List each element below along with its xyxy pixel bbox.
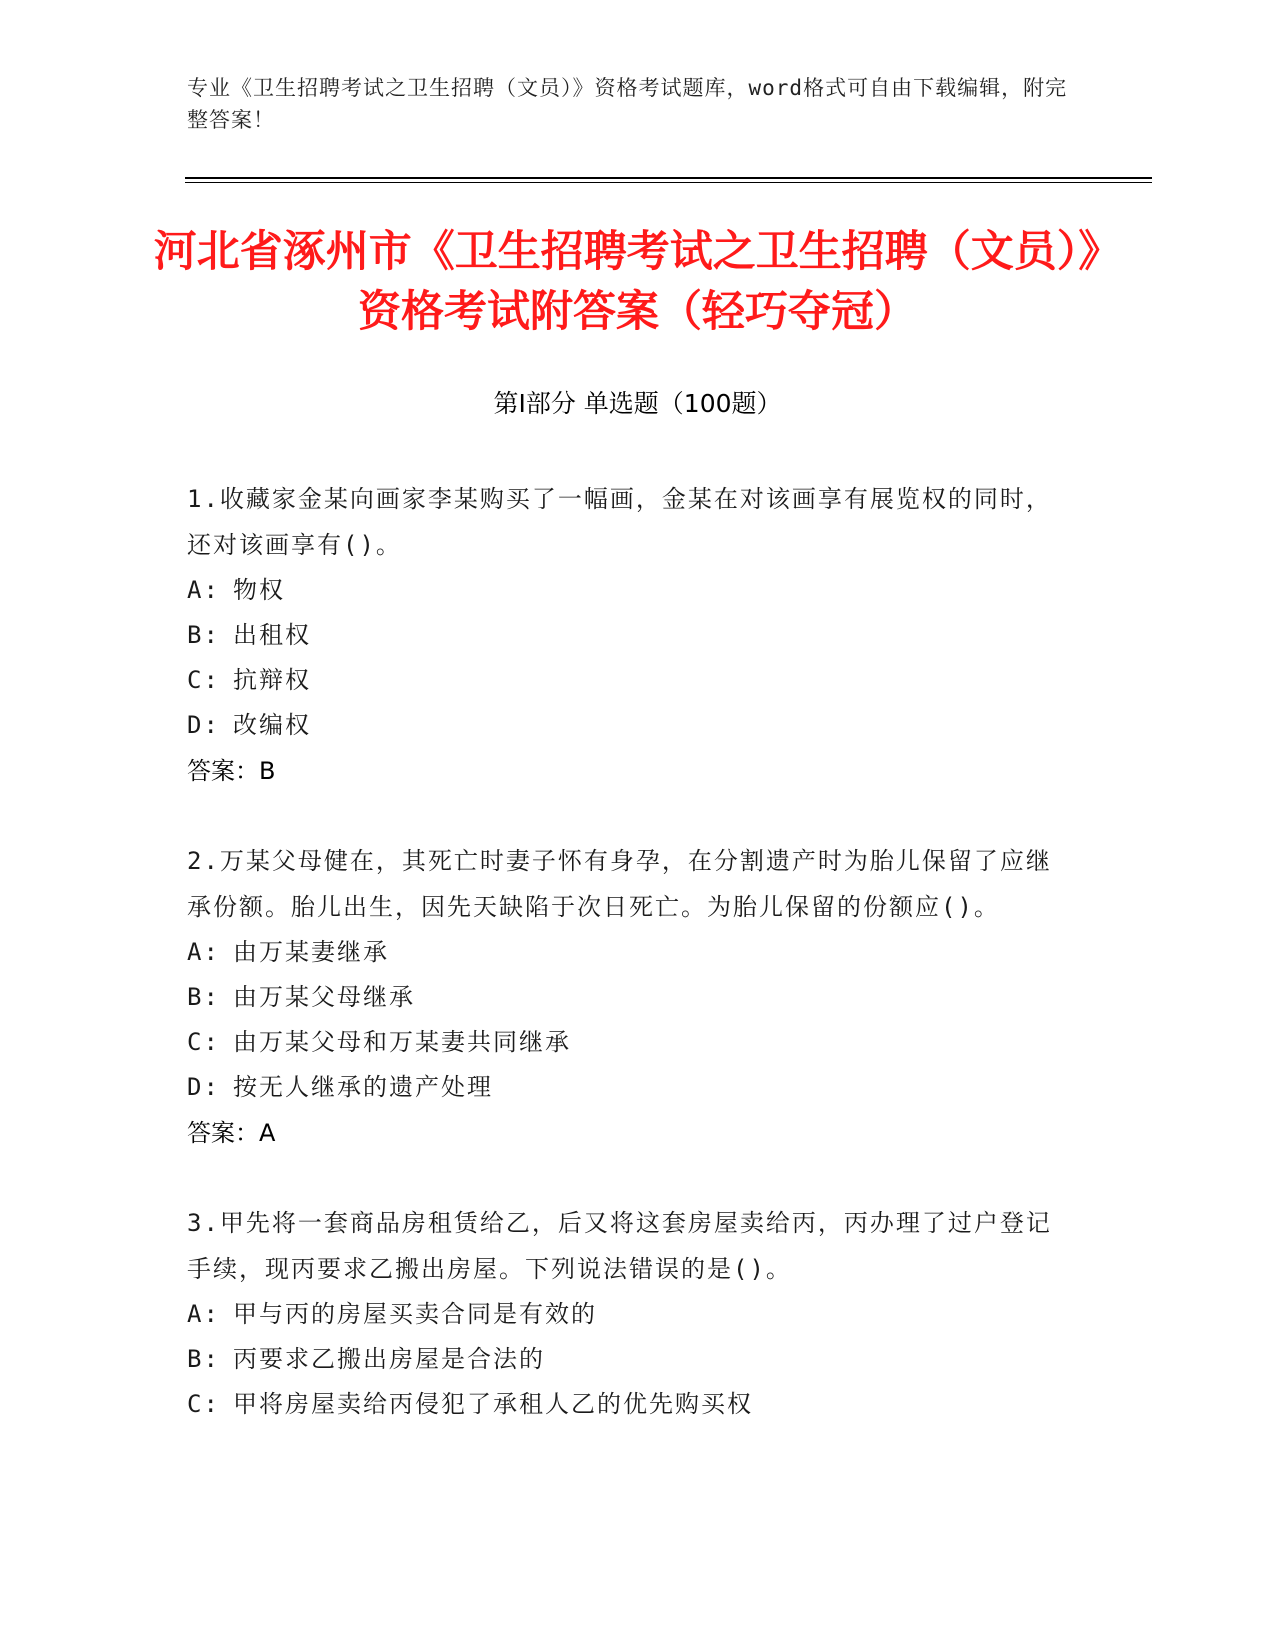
header-divider-thick: [185, 177, 1152, 179]
question-3: [187, 1200, 1067, 1427]
option-a: [187, 1292, 1067, 1337]
option-letter: A:: [187, 938, 220, 966]
question-stem: 1.收藏家金某向画家李某购买了一幅画，金某在对该画享有展览权的同时，还对该画享有()。: [187, 485, 1052, 559]
option-d: [187, 1065, 1067, 1110]
option-text: 出租权: [233, 621, 311, 649]
option-letter: B:: [187, 1345, 220, 1373]
option-letter: C:: [187, 1028, 220, 1056]
question-stem: 3.甲先将一套商品房租赁给乙，后又将这套房屋卖给丙，丙办理了过户登记手续，现丙要求乙搬出房屋。下列说法错误的是()。: [187, 1209, 1052, 1283]
option-letter: A:: [187, 576, 220, 604]
option-text: 由万某父母继承: [233, 983, 415, 1011]
option-a: [187, 930, 1067, 975]
option-text: 抗辩权: [233, 666, 311, 694]
question-1: [187, 476, 1067, 794]
option-d: [187, 703, 1067, 748]
option-b: [187, 975, 1067, 1020]
option-text: 按无人继承的遗产处理: [233, 1073, 493, 1101]
option-text: 甲与丙的房屋买卖合同是有效的: [233, 1300, 597, 1328]
option-letter: C:: [187, 666, 220, 694]
question-stem: 2.万某父母健在，其死亡时妻子怀有身孕，在分割遗产时为胎儿保留了应继承份额。胎儿出生，因先天缺陷于次日死亡。为胎儿保留的份额应()。: [187, 847, 1052, 921]
option-text: 丙要求乙搬出房屋是合法的: [233, 1345, 545, 1373]
document-title: 河北省涿州市《卫生招聘考试之卫生招聘（文员）》资格考试附答案（轻巧夺冠）: [153, 227, 1122, 337]
question-2: [187, 838, 1067, 1156]
answer-line: 答案：A: [187, 1119, 276, 1147]
header-divider-thin: [185, 182, 1152, 183]
option-letter: B:: [187, 983, 220, 1011]
option-text: 由万某妻继承: [233, 938, 389, 966]
option-text: 由万某父母和万某妻共同继承: [233, 1028, 571, 1056]
option-text: 甲将房屋卖给丙侵犯了承租人乙的优先购买权: [233, 1390, 753, 1418]
option-c: [187, 1382, 1067, 1427]
option-b: [187, 1337, 1067, 1382]
option-b: [187, 613, 1067, 658]
option-c: [187, 658, 1067, 703]
option-letter: A:: [187, 1300, 220, 1328]
option-letter: D:: [187, 1073, 220, 1101]
option-letter: C:: [187, 1390, 220, 1418]
header-note: 专业《卫生招聘考试之卫生招聘（文员）》资格考试题库，word格式可自由下载编辑，附完整答案！: [187, 76, 1068, 132]
option-text: 物权: [233, 576, 285, 604]
option-letter: D:: [187, 711, 220, 739]
answer-line: 答案：B: [187, 757, 276, 785]
option-text: 改编权: [233, 711, 311, 739]
option-letter: B:: [187, 621, 220, 649]
option-c: [187, 1020, 1067, 1065]
question-list: [187, 476, 1067, 1471]
option-a: [187, 568, 1067, 613]
section-title: 第Ⅰ部分 单选题（100题）: [493, 389, 782, 418]
